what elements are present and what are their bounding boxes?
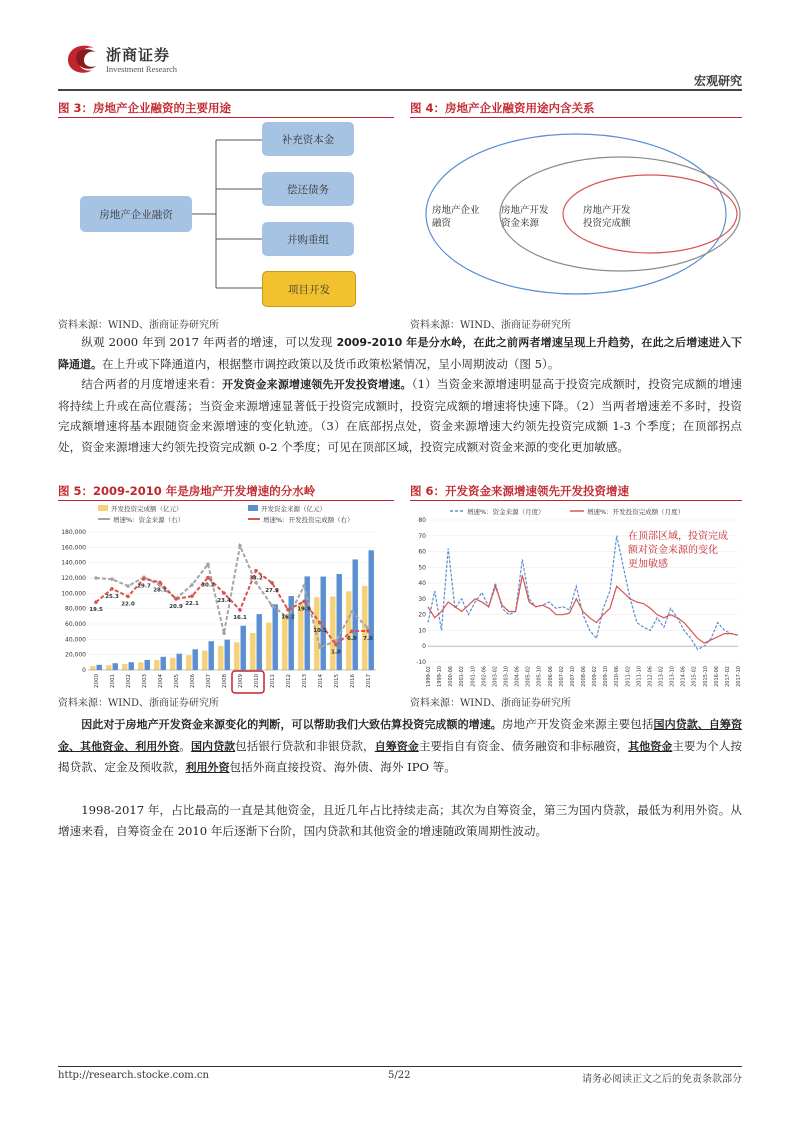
fig6-ytick-label: 60	[418, 548, 426, 556]
paragraph-2: 结合两者的月度增速来看：开发资金来源增速领先开发投资增速。（1）当资金来源增速明显高于投资完成额时，投资完成额的增速将持续上升或在高位震荡；当资金来源增速显著低于投资完成额时，投资完成额的增速将快速下降。（2）当两者增速差不多时，投资完成额增速将基本跟随资金来源增速的变化轨迹。（3）在底部拐点处，资金来源增速大约领先投资完成额 1-3 个季度；在顶部拐点处，资金来源增速大约领先投资完成额 0-2 个季度；可见在顶部区域，投资完成额对资金来源的变化更加敏感。	[58, 377, 742, 454]
fig6-annotation-line2: 额对资金来源的变化	[628, 545, 718, 556]
fig5-xtick-label: 2002	[126, 674, 132, 688]
fig5-title: 图 5：2009-2010 年是房地产开发增速的分水岭	[58, 484, 316, 498]
fig5-data-label: 10.5	[313, 627, 327, 634]
logo-name-cn: 浙商证券	[106, 46, 171, 64]
fig5-xtick-label: 2008	[222, 674, 228, 688]
fig5-ytick-label: 120,000	[61, 575, 86, 582]
fig5-ytick-label: 40,000	[65, 636, 86, 644]
fig5-ytick-label: 80,000	[65, 605, 86, 613]
fig5-legend-invest-bar-label: 开发投资完成额（亿元）	[111, 505, 183, 513]
fig5-line-source-point	[238, 544, 242, 548]
logo-name-en: Investment Research	[106, 64, 178, 74]
fig5-xtick-label: 2000	[94, 674, 100, 688]
fig6-xtick-label: 2008-06	[581, 666, 587, 687]
fig6-xtick-label: 2016-06	[713, 666, 720, 687]
fig6-title: 图 6：开发资金来源增速领先开发投资增速	[410, 484, 630, 498]
fig5-bar-source	[225, 640, 230, 670]
fig6-xtick-label: 2003-02	[492, 666, 499, 687]
fig5-xtick-label: 2015	[334, 674, 340, 688]
fig5-legend-source-line-label: 增速%：资金来源（右）	[113, 516, 185, 524]
fig5-xtick-label: 2010	[254, 674, 260, 688]
fig5-line-invest-point	[270, 581, 274, 585]
fig5-data-label: 33.2	[249, 575, 263, 582]
fig5-bar-source	[177, 654, 182, 670]
fig5-bar-source	[97, 665, 102, 670]
fig5-bar-invest	[170, 658, 175, 670]
fig6-legend	[450, 507, 684, 516]
fig5-bar-source	[209, 641, 214, 670]
fig5-bar-source	[369, 550, 374, 670]
fig6-xtick-label: 2001-10	[470, 666, 477, 687]
fig5-data-label: 22.0	[121, 601, 135, 608]
fig6-xtick-label: 2009-02	[592, 666, 599, 687]
fig5-line-invest-point	[334, 643, 338, 647]
fig6-source: 资料来源：WIND、浙商证券研究所	[410, 698, 571, 709]
fig5-line-invest-point	[318, 621, 322, 625]
fig5-bar-source	[257, 614, 262, 670]
fig4-title: 图 4：房地产企业融资用途内含关系	[410, 101, 595, 115]
fig5-bar-source	[241, 626, 246, 670]
fig5-xtick-label: 2003	[142, 674, 148, 688]
fig6-xtick-label: 2012-06	[647, 666, 654, 687]
fig5-ytick-label: 180,000	[61, 529, 86, 536]
fig5-legend-invest-bar	[98, 505, 108, 511]
fig5-data-label: 19.8	[297, 606, 311, 613]
fig5-xtick-label: 2017	[366, 674, 372, 688]
fig5-line-invest-point	[302, 600, 306, 604]
fig5-data-label: 22.1	[185, 601, 199, 608]
fig5-data-label: 7.0	[363, 635, 373, 642]
fig5-line-source-point	[190, 583, 194, 587]
fig5-bar-invest	[106, 665, 111, 670]
fig6-xtick-label: 1999-10	[437, 666, 444, 687]
fig4-inner-label	[583, 204, 631, 230]
fig5-xtick-label: 2004	[158, 674, 164, 688]
fig5-bar-invest	[250, 633, 255, 670]
fig5-ytick-label: 160,000	[61, 544, 86, 552]
fig5-line-invest-point	[126, 595, 130, 599]
paragraph-1: 纵观 2000 年到 2017 年两者的增速，可以发现 2009-2010 年是分水岭，在此之前两者增速呈现上升趋势，在此之后增速进入下降通道。在上升或下降通道内，根据整市调控政策以及货币政策松紧情况，呈小周期波动（图 5）。	[58, 335, 742, 371]
fig5-bar-invest	[90, 666, 95, 670]
fig5-data-label: 19.5	[89, 607, 103, 614]
logo-icon	[62, 40, 102, 76]
fig5-bar-invest	[330, 596, 335, 670]
fig5-data-label: 1.0	[331, 649, 341, 656]
fig6-xtick-label: 2001-02	[459, 666, 466, 687]
logo	[62, 40, 102, 76]
fig5-ytick-label: 100,000	[61, 590, 86, 598]
fig6-annotation	[628, 530, 728, 572]
fig5-title-rule	[58, 500, 394, 501]
paragraph-3: 因此对于房地产开发资金来源变化的判断，可以帮助我们大致估算投资完成额的增速。房地产开发资金来源主要包括国内贷款、自筹资金、其他资金、利用外资。国内贷款包括银行贷款和非银贷款，自筹资金主要指自有资金、债务融资和非标融资，其他资金主要为个人按揭贷款、定金及预收款，利用外资包括外商直接投资、海外债、海外 IPO 等。	[58, 717, 742, 774]
fig4-inner-line2: 投资完成额	[583, 218, 631, 229]
fig5-line-invest-point	[366, 629, 370, 633]
fig5-line-invest-point	[190, 594, 194, 598]
fig3-title: 图 3：房地产企业融资的主要用途	[58, 101, 232, 115]
fig6-xtick-label: 2000-06	[448, 666, 455, 687]
fig6-xtick-label: 2010-06	[614, 666, 621, 687]
fig6-title-rule	[410, 500, 742, 501]
fig5-line-source-point	[270, 604, 274, 608]
fig5-xtick-label: 2014	[318, 674, 324, 688]
fig5-xtick-label: 2006	[190, 674, 196, 688]
fig5-bar-invest	[266, 623, 271, 670]
fig6-ytick-label: -10	[416, 659, 426, 666]
fig6-ytick-label: 80	[418, 517, 426, 524]
fig5-data-label: 25.3	[105, 593, 119, 600]
fig6-xtick-label: 2015-02	[691, 666, 698, 687]
fig5-source: 资料来源：WIND、浙商证券研究所	[58, 698, 219, 709]
fig6-xtick-label: 2007-02	[558, 666, 565, 687]
fig5-data-label: 20.9	[169, 603, 183, 610]
fig5-bar-invest	[234, 642, 239, 670]
fig6-line-invest	[428, 575, 738, 643]
fig5-data-label: 28.1	[153, 587, 167, 594]
fig6-xtick-label: 2013-10	[669, 666, 676, 687]
footer-disclaimer: 请务必阅读正文之后的免责条款部分	[582, 1074, 742, 1085]
fig6-xtick-label: 2015-10	[702, 666, 709, 687]
fig5-data-label: 16.2	[281, 614, 295, 621]
fig5-bar-invest	[282, 615, 287, 670]
fig5-legend-source-bar	[248, 505, 258, 511]
fig5-ytick-label: 60,000	[65, 621, 86, 628]
fig6-legend-source-label: 增速%：资金来源（月度）	[467, 508, 545, 516]
fig4-outer-line1: 房地产企业	[432, 205, 480, 216]
fig5-legend-invest-line-label: 增速%：开发投资完成额（右）	[263, 516, 354, 524]
fig5-bar-source	[161, 657, 166, 670]
fig5-bar-invest	[138, 662, 143, 670]
fig4-middle-line1: 房地产开发	[501, 205, 549, 216]
fig5-line-source-point	[94, 576, 98, 580]
fig6-xtick-label: 2017-10	[736, 666, 742, 687]
fig5-line-invest-point	[142, 577, 146, 581]
fig5-line-invest-point	[174, 597, 178, 601]
fig6-legend-invest-label: 增速%：开发投资完成额（月度）	[587, 508, 685, 516]
fig5-bar-source	[193, 649, 198, 670]
paragraph-4: 1998-2017 年，占比最高的一直是其他资金，且近几年占比持续走高；其次为自筹资金，第三为国内贷款，最低为利用外资。从增速来看，自筹资金在 2010 年后逐渐下台阶，国内贷款和其他资金的增速随政策周期性波动。	[58, 803, 742, 838]
fig5-line-invest-point	[206, 576, 210, 580]
fig5-bar-invest	[202, 651, 207, 670]
fig3-root-box: 房地产企业融资	[80, 196, 192, 232]
fig5-line-source-point	[126, 584, 130, 588]
fig5-line-invest-point	[158, 581, 162, 585]
fig5-line-invest-point	[286, 608, 290, 612]
section-label: 宏观研究	[693, 74, 742, 88]
fig6-xtick-label: 2003-10	[503, 666, 510, 687]
fig5-xtick-label: 2011	[270, 674, 276, 688]
fig6-xtick-label: 1999-02	[426, 666, 432, 687]
fig5-line-invest-point	[110, 587, 114, 591]
fig5-bar-invest	[186, 655, 191, 670]
fig5-legend	[98, 504, 354, 524]
fig5-bar-invest	[298, 604, 303, 670]
fig6-ytick-label: 40	[418, 580, 426, 588]
footer-url[interactable]: http://research.stocke.com.cn	[58, 1070, 209, 1081]
fig5-xtick-label: 2013	[302, 674, 308, 688]
fig4-outer-line2: 融资	[432, 218, 452, 229]
fig6-ytick-label: 30	[418, 595, 426, 603]
fig6-ytick-label: 10	[418, 627, 426, 635]
fig5-ytick-label: 140,000	[61, 559, 86, 567]
fig5-line-invest-point	[254, 569, 258, 573]
fig6-xtick-label: 2013-02	[658, 666, 665, 687]
fig5-bar-invest	[122, 664, 127, 670]
fig6-ytick-label: 20	[418, 611, 426, 619]
fig6-xtick-label: 2005-10	[536, 666, 543, 687]
fig6-xtick-label: 2006-06	[547, 666, 554, 687]
fig5-line-invest-point	[94, 600, 98, 604]
fig5-data-label: 23.4	[217, 598, 231, 605]
fig6-ytick-label: 70	[418, 532, 426, 540]
fig6-annotation-line1: 在顶部区域，投资完成	[628, 531, 728, 542]
fig5-data-label: 27.9	[265, 587, 279, 594]
fig6-ytick-label: 0	[422, 643, 426, 651]
fig6-xtick-label: 2011-10	[636, 666, 643, 687]
fig5-legend-source-bar-label: 开发资金来源（亿元）	[261, 505, 326, 513]
fig4-source: 资料来源：WIND、浙商证券研究所	[410, 320, 571, 331]
fig6-annotation-line3: 更加敏感	[628, 559, 668, 570]
fig3-item-mna: 并购重组	[262, 222, 354, 256]
fig5-xtick-label: 2016	[350, 674, 356, 688]
fig5-xtick-label: 2005	[174, 674, 180, 688]
fig5-bar-invest	[218, 646, 223, 670]
fig5-data-label: 16.1	[233, 614, 247, 621]
fig4-middle-label	[501, 204, 549, 230]
fig5-xtick-label: 2012	[286, 674, 292, 688]
fig5-bar-source	[273, 604, 278, 670]
fig6-xtick-label: 2011-02	[625, 666, 632, 687]
fig6-xtick-label: 2007-10	[569, 666, 576, 687]
fig4-middle-line2: 资金来源	[501, 218, 540, 229]
fig5-data-label: 30.2	[201, 582, 215, 589]
fig4-outer-label	[432, 204, 480, 230]
footer-rule	[58, 1066, 742, 1067]
fig5-ytick-label: 20,000	[65, 651, 86, 659]
fig3-item-project: 项目开发	[262, 271, 356, 307]
fig3-source: 资料来源：WIND、浙商证券研究所	[58, 320, 219, 331]
fig5-bar-invest	[154, 660, 159, 670]
fig3-item-capital: 补充资本金	[262, 122, 354, 156]
fig5-bar-source	[145, 660, 150, 670]
fig5-bar-source	[113, 663, 118, 670]
fig6-xtick-label: 2002-06	[481, 666, 488, 687]
fig6-ytick-label: 50	[418, 564, 426, 572]
fig5-bar-source	[305, 576, 310, 670]
fig5-ytick-label: 0	[82, 667, 86, 674]
fig5-line-invest-point	[238, 608, 242, 612]
fig5-data-label: 29.7	[137, 583, 151, 590]
fig5-line-source-point	[110, 577, 114, 581]
fig3-item-debt: 偿还债务	[262, 172, 354, 206]
fig5-chart	[58, 502, 394, 694]
fig6-xtick-label: 2014-06	[680, 666, 687, 687]
fig6-xtick-label: 2005-02	[525, 666, 532, 687]
fig5-bar-source	[129, 662, 134, 670]
header-rule	[58, 89, 742, 91]
fig5-xtick-label: 2001	[110, 674, 116, 688]
fig5-data-label: 6.9	[347, 636, 357, 643]
fig5-line-invest-point	[350, 629, 354, 633]
fig5-line-invest-point	[222, 591, 226, 595]
fig6-xtick-label: 2017-02	[724, 666, 731, 687]
fig5-line-source-point	[318, 645, 322, 649]
fig5-line-source-point	[302, 584, 306, 588]
footer-page-number: 5/22	[388, 1070, 411, 1081]
fig5-xtick-label: 2007	[206, 674, 212, 688]
fig6-xtick-label: 2009-10	[603, 666, 610, 687]
fig5-line-source-point	[222, 631, 226, 635]
fig5-line-source-point	[206, 562, 210, 566]
fig5-xtick-label: 2009	[238, 674, 244, 688]
fig6-xtick-label: 2004-06	[514, 666, 521, 687]
fig5-line-source-point	[350, 610, 354, 614]
fig4-inner-line1: 房地产开发	[583, 205, 631, 216]
